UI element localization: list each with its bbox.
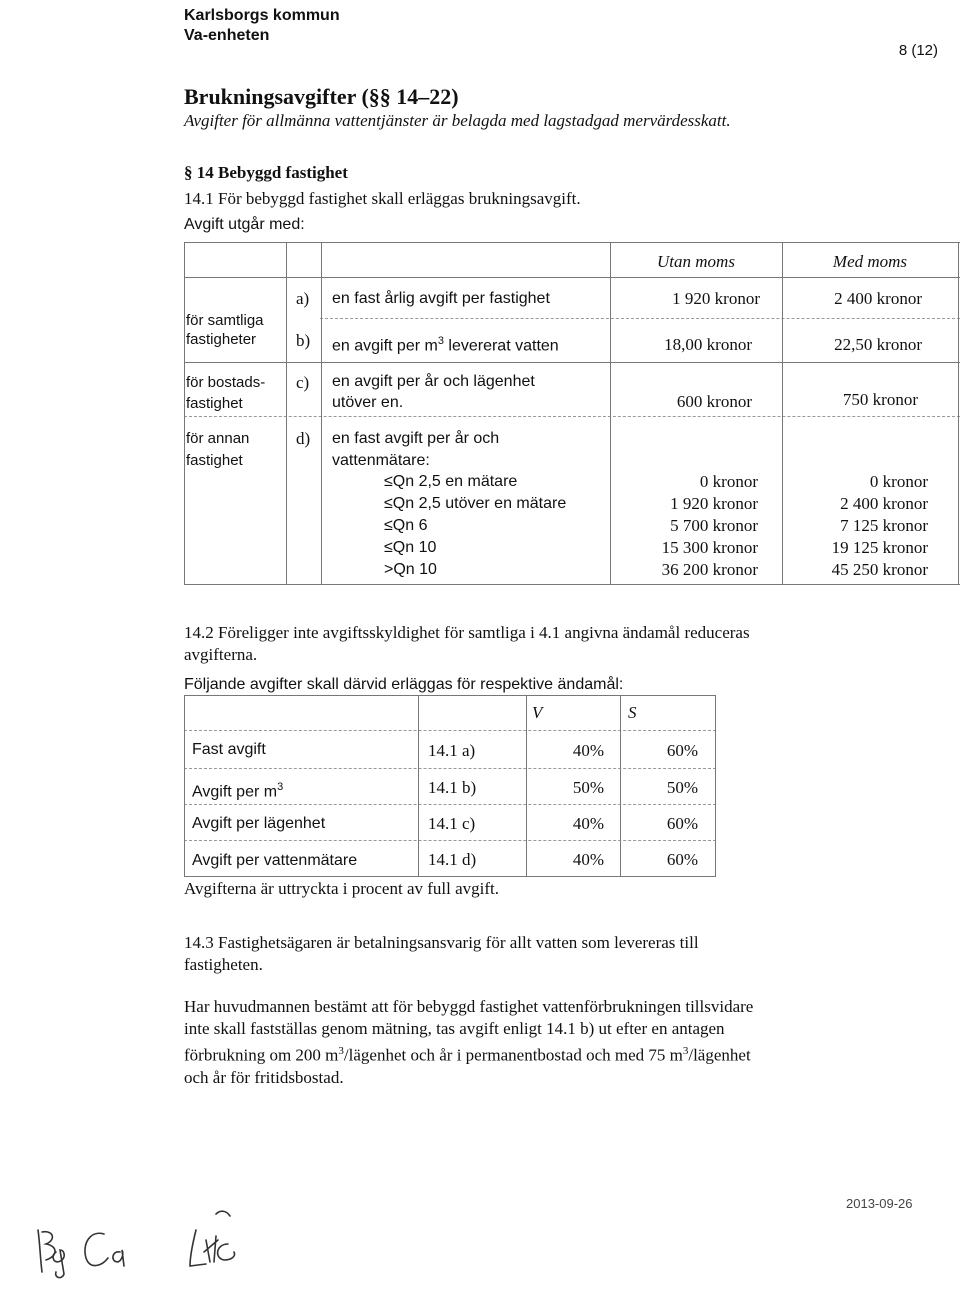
meter-med-moms-list: 0 kronor 2 400 kronor 7 125 kronor 19 125 kronor 45 250 kronor bbox=[831, 472, 928, 579]
meter-size-list bbox=[384, 471, 566, 581]
row-desc-c: en avgift per år och lägenhet utöver en. bbox=[332, 373, 535, 411]
meter-utan-moms-list: 0 kronor 1 920 kronor 5 700 kronor 15 300 kronor 36 200 kronor bbox=[661, 472, 758, 579]
share-row-v: 50% bbox=[572, 778, 604, 797]
meter-size-row: >Qn 10 bbox=[384, 561, 437, 578]
row-desc-d: en fast avgift per år och vattenmätare: bbox=[332, 430, 500, 469]
share-row-s: 60% bbox=[666, 814, 698, 833]
group-label-annan-fastighet: för annan fastighet bbox=[186, 430, 250, 469]
row-b-utan-moms: 18,00 kronor bbox=[664, 335, 752, 354]
share-row-s: 60% bbox=[666, 850, 698, 869]
row-key-d: d) bbox=[296, 429, 311, 448]
share-row-v: 40% bbox=[572, 741, 604, 760]
share-row-s: 60% bbox=[666, 741, 698, 760]
share-row-ref: 14.1 b) bbox=[428, 778, 477, 797]
paragraph-estimated-consumption: Har huvudmannen bestämt att för bebyggd fastighet vattenförbrukningen tillsvidare inte skall fastställas genom mätning, tas avgift enligt 14.1 b) ut efter en antagen förbrukning om 200 $m^3$/lägenhet och år i permanentbostad och med 75 $m^3$/lägenhet och år för fritidsbostad. bbox=[184, 997, 754, 1087]
share-row-name: Fast avgift bbox=[192, 741, 266, 758]
row-key-a: a) bbox=[296, 289, 310, 308]
row-desc-b: en avgift per $m^3$ levererat vatten bbox=[332, 335, 559, 355]
share-row-ref: 14.1 c) bbox=[428, 814, 476, 833]
row-a-med-moms: 2 400 kronor bbox=[834, 289, 922, 308]
document-date: 2013-09-26 bbox=[846, 1196, 913, 1211]
avgift-utgar-label: Avgift utgår med: bbox=[184, 216, 305, 233]
paragraph-14-3: 14.3 Fastighetsägaren är betalningsansvarig för allt vatten som levereras till fastigheten. bbox=[184, 933, 699, 974]
section-title: Brukningsavgifter (§§ 14–22) bbox=[184, 84, 459, 109]
section-subtitle: Avgifter för allmänna vattentjänster är belagda med lagstadgad mervärdesskatt. bbox=[184, 111, 731, 130]
paragraph-14-2: 14.2 Föreligger inte avgiftsskyldighet för samtliga i 4.1 angivna ändamål reduceras avgifterna. bbox=[184, 623, 750, 664]
group-label-bostadsfastighet: för bostads- fastighet bbox=[186, 374, 266, 412]
column-header-med-moms: Med moms bbox=[832, 252, 908, 271]
share-row-name: Avgift per lägenhet bbox=[192, 815, 326, 832]
share-row-ref: 14.1 d) bbox=[428, 850, 477, 869]
row-desc-a: en fast årlig avgift per fastighet bbox=[332, 290, 550, 307]
row-key-c: c) bbox=[296, 373, 310, 392]
signature-initials bbox=[20, 1200, 260, 1280]
paragraph-14-1: 14.1 För bebyggd fastighet skall erläggas brukningsavgift. bbox=[184, 189, 581, 208]
share-table-note: Avgifterna är uttryckta i procent av full avgift. bbox=[184, 879, 500, 898]
share-row-v: 40% bbox=[572, 850, 604, 869]
row-c-utan-moms: 600 kronor bbox=[676, 392, 752, 411]
following-fees-label: Följande avgifter skall därvid erläggas för respektive ändamål: bbox=[184, 676, 624, 693]
meter-size-row: ≤Qn 2,5 utöver en mätare bbox=[384, 495, 567, 512]
row-b-med-moms: 22,50 kronor bbox=[834, 335, 922, 354]
column-header-v: V bbox=[532, 703, 543, 722]
meter-size-row: ≤Qn 2,5 en mätare bbox=[384, 473, 518, 490]
unit-name: Va-enheten bbox=[184, 27, 270, 44]
share-row-v: 40% bbox=[572, 814, 604, 833]
row-c-med-moms: 750 kronor bbox=[842, 390, 918, 409]
group-label-samtliga: för samtliga fastigheter bbox=[186, 312, 264, 348]
column-header-utan-moms: Utan moms bbox=[657, 252, 735, 271]
meter-size-row: ≤Qn 10 bbox=[384, 539, 437, 556]
meter-size-row: ≤Qn 6 bbox=[384, 517, 428, 534]
column-header-s: S bbox=[628, 703, 637, 722]
organization-name: Karlsborgs kommun bbox=[184, 7, 340, 24]
page-number: 8 (12) bbox=[898, 42, 938, 59]
share-row-name: Avgift per vattenmätare bbox=[192, 852, 358, 869]
share-row-ref: 14.1 a) bbox=[428, 741, 476, 760]
row-key-b: b) bbox=[296, 331, 311, 350]
row-a-utan-moms: 1 920 kronor bbox=[672, 289, 760, 308]
paragraph-14-heading: § 14 Bebyggd fastighet bbox=[184, 163, 348, 182]
share-row-name: Avgift per $m^3$ bbox=[192, 781, 284, 801]
share-row-s: 50% bbox=[666, 778, 698, 797]
